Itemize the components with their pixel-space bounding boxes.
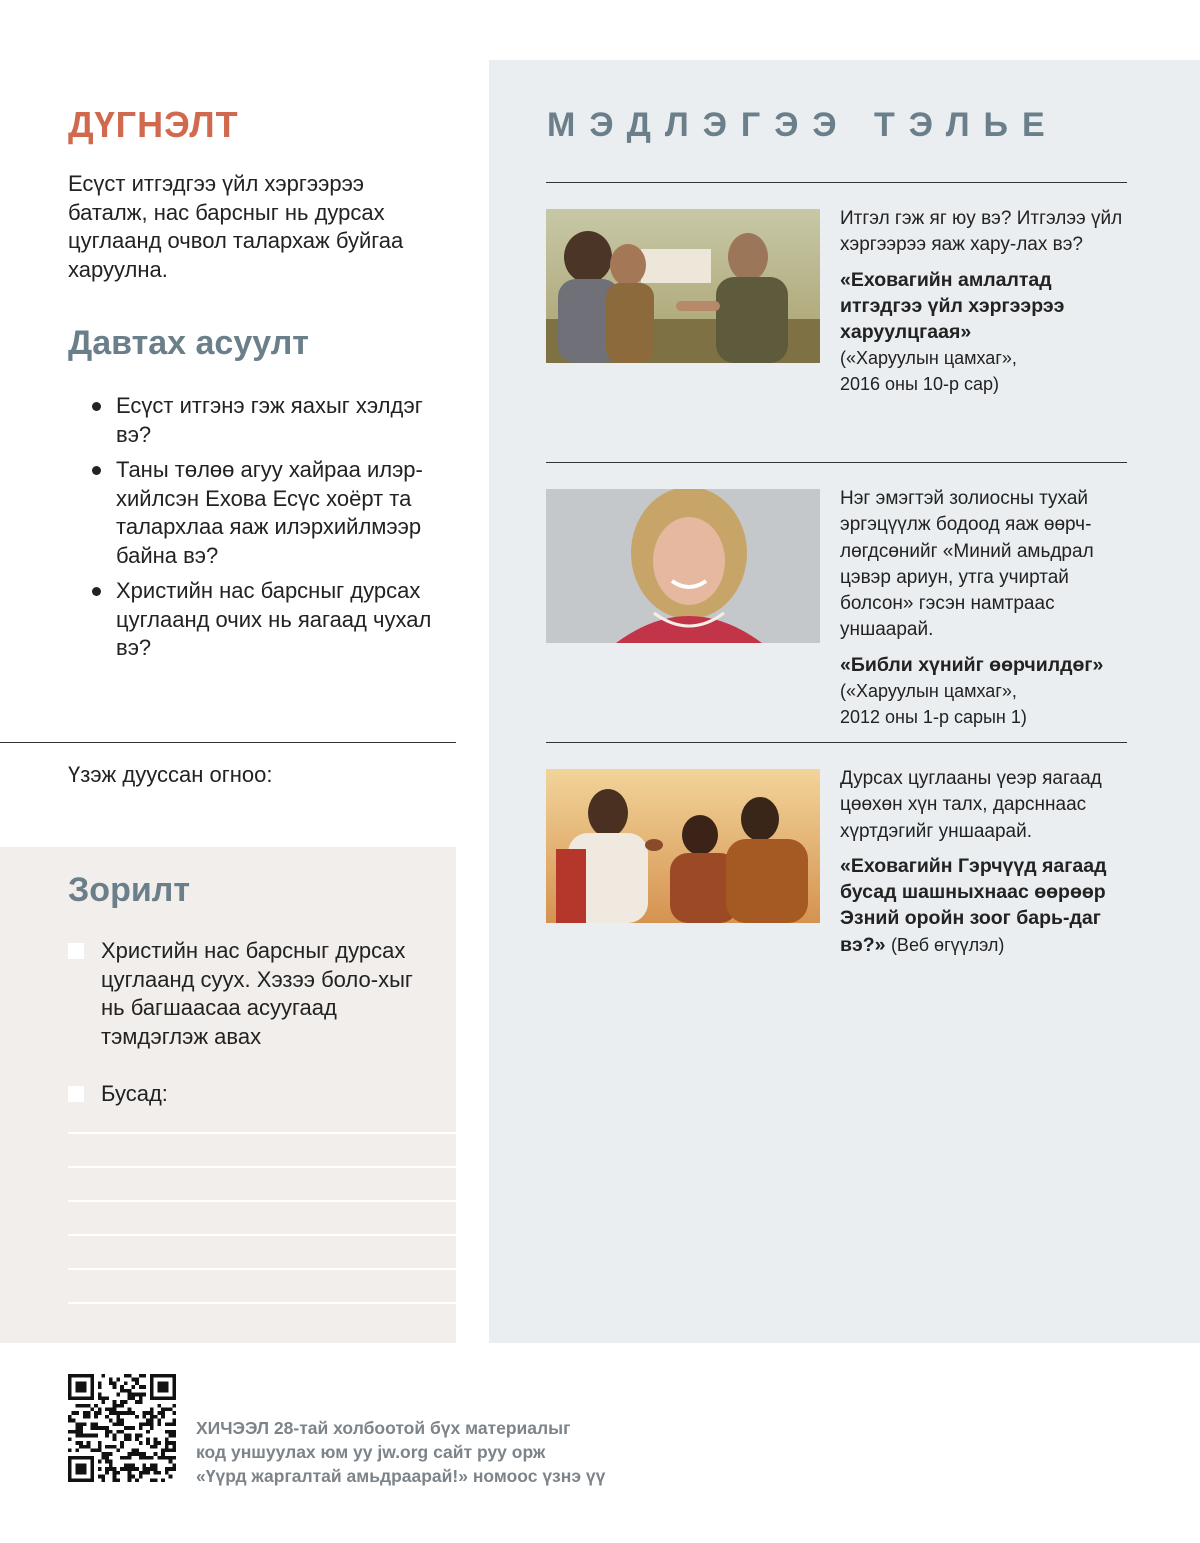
- memorial-supper-image[interactable]: [546, 769, 820, 923]
- footer-line: код уншуулах юм уу jw.org сайт руу орж: [196, 1442, 546, 1462]
- review-title: Давтах асуулт: [68, 324, 309, 362]
- completed-date-label: Үзэж дууссан огноо:: [68, 762, 273, 787]
- goal-panel: [0, 847, 456, 1343]
- entry-source-date: 2016 оны 10-р сар): [840, 374, 999, 395]
- left-divider: [0, 742, 456, 743]
- review-question-text: Есүст итгэнэ гэж яахыг хэлдэг вэ?: [116, 393, 423, 447]
- bullet-icon: [92, 402, 101, 411]
- knowledge-entry: [840, 206, 1125, 397]
- entry-article-link[interactable]: «Еховагийн амлалтад итгэдгээ үйл хэргээрээ харуулцгаая»: [840, 268, 1065, 344]
- entry-source: («Харуулын цамхаг»,: [840, 348, 1017, 369]
- qr-code-icon[interactable]: [68, 1374, 176, 1482]
- knowledge-entry: [840, 766, 1125, 958]
- goal-item-text: Бусад:: [101, 1081, 168, 1106]
- entry-article-link[interactable]: «Библи хүнийг өөрчилдөг»: [840, 653, 1104, 676]
- entry-article-link[interactable]: «Еховагийн Гэрчүүд яагаад бусад шашныхнаас өөрөөр Эзний оройн зоог барь-даг вэ?»: [840, 854, 1107, 956]
- bullet-icon: [92, 587, 101, 596]
- entry-source: («Харуулын цамхаг»,: [840, 681, 1017, 702]
- write-line[interactable]: [68, 1166, 456, 1168]
- footer-text: [196, 1416, 605, 1488]
- write-line[interactable]: [68, 1234, 456, 1236]
- review-question: [92, 456, 442, 570]
- knowledge-title: МЭДЛЭГЭЭ ТЭЛЬЕ: [547, 106, 1059, 144]
- review-question-text: Таны төлөө агуу хайраа илэр-хийлсэн Ехова Есүс хоёрт та талархлаа яаж илэрхийлмээр байна вэ?: [116, 457, 423, 568]
- bullet-icon: [92, 466, 101, 475]
- entry-divider: [546, 462, 1127, 463]
- men-talking-image[interactable]: [546, 209, 820, 363]
- review-questions: [92, 392, 442, 670]
- review-question: [92, 577, 442, 663]
- entry-divider: [546, 742, 1127, 743]
- review-question-text: Христийн нас барсныг дурсах цуглаанд очих нь яагаад чухал вэ?: [116, 578, 432, 660]
- knowledge-entry: [840, 486, 1125, 730]
- goal-title: Зорилт: [68, 871, 190, 909]
- footer-line: ХИЧЭЭЛ 28-тай холбоотой бүх материалыг: [196, 1418, 571, 1438]
- entry-description: Итгэл гэж яг юу вэ? Итгэлээ үйл хэргээрээ яаж хару-лах вэ?: [840, 208, 1123, 256]
- knowledge-panel: [489, 60, 1200, 1343]
- woman-portrait-image[interactable]: [546, 489, 820, 643]
- entry-article-block: [840, 853, 1125, 958]
- entry-description: Дурсах цуглааны үеэр яагаад цөөхөн хүн талх, дарсннаас хүртдэгийг уншаарай.: [840, 768, 1102, 842]
- goal-checkbox[interactable]: [68, 1086, 84, 1102]
- footer-line: «Үүрд жаргалтай амьдраарай!» номоос үзнэ үү: [196, 1466, 606, 1486]
- goal-item-other: [68, 1080, 438, 1109]
- summary-text: Есүст итгэдгээ үйл хэргээрээ баталж, нас барсныг нь дурсах цуглаанд очвол талархаж буйгаа харуулна.: [68, 171, 404, 282]
- write-line[interactable]: [68, 1200, 456, 1202]
- review-question: [92, 392, 442, 449]
- goal-item: [68, 937, 438, 1051]
- summary-title: ДҮГНЭЛТ: [68, 104, 239, 145]
- goal-checkbox[interactable]: [68, 943, 84, 959]
- entry-source-date: 2012 оны 1-р сарын 1): [840, 707, 1027, 728]
- goal-item-text: Христийн нас барсныг дурсах цуглаанд суух. Хэзээ боло-хыг нь багшаасаа асуугаад тэмдэглэж авах: [101, 938, 413, 1049]
- entry-description: Нэг эмэгтэй золиосны тухай эргэцүүлж бодоод яаж өөрч-лөгдсөнийг «Миний амьдрал цэвэр ариун, утга учиртай болсон» гэсэн намтраас уншаарай.: [840, 488, 1094, 641]
- entry-source: (Веб өгүүлэл): [890, 934, 1005, 955]
- entry-divider: [546, 182, 1127, 183]
- write-line[interactable]: [68, 1302, 456, 1304]
- write-line[interactable]: [68, 1268, 456, 1270]
- write-line[interactable]: [68, 1132, 456, 1134]
